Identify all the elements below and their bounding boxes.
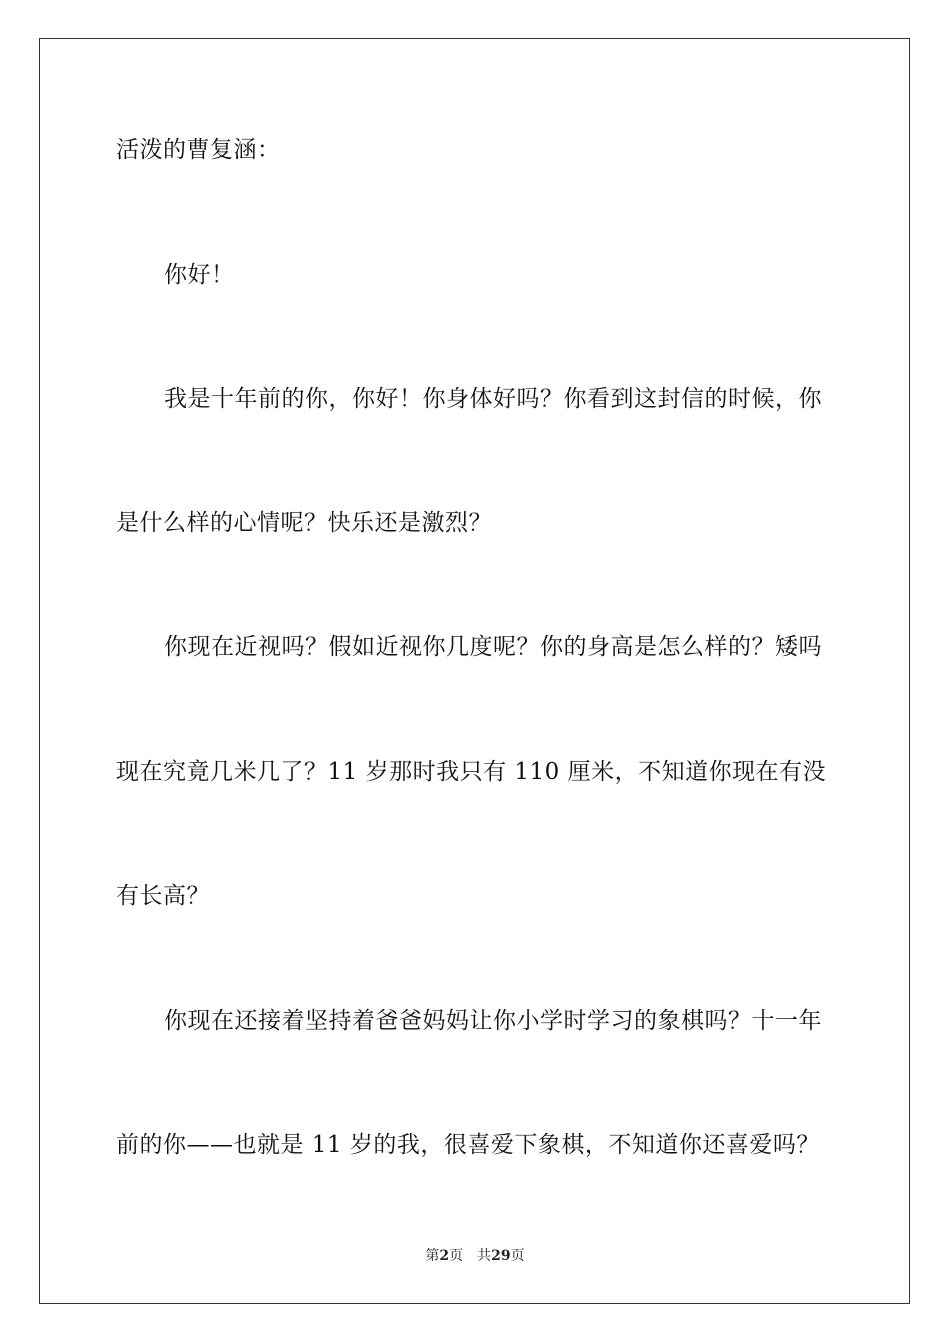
paragraph-2-line-2: 现在究竟几米几了？11 岁那时我只有 110 厘米，不知道你现在有没 bbox=[116, 759, 827, 785]
page-border bbox=[39, 38, 910, 1304]
paragraph-2-line-3: 有长高？ bbox=[116, 883, 210, 909]
greeting: 你好！ bbox=[164, 262, 235, 288]
current-page-number: 2 bbox=[439, 1248, 450, 1264]
paragraph-2-line-1: 你现在近视吗？假如近视你几度呢？你的身高是怎么样的？矮吗 bbox=[164, 634, 822, 660]
total-page-count: 29 bbox=[491, 1248, 511, 1264]
paragraph-3-line-2: 前的你——也就是 11 岁的我，很喜爱下象棋，不知道你还喜爱吗？ bbox=[116, 1132, 820, 1158]
footer-mid: 页 共 bbox=[449, 1248, 492, 1264]
page-number-footer bbox=[0, 1246, 950, 1266]
paragraph-1-line-2: 是什么样的心情呢？快乐还是激烈？ bbox=[116, 510, 492, 536]
paragraph-3-line-1: 你现在还接着坚持着爸爸妈妈让你小学时学习的象棋吗？十一年 bbox=[164, 1008, 822, 1034]
paragraph-1-line-1: 我是十年前的你，你好！你身体好吗？你看到这封信的时候，你 bbox=[164, 386, 822, 412]
footer-suffix: 页 bbox=[510, 1248, 525, 1264]
footer-prefix: 第 bbox=[425, 1248, 440, 1264]
salutation: 活泼的曹复涵： bbox=[116, 137, 281, 163]
